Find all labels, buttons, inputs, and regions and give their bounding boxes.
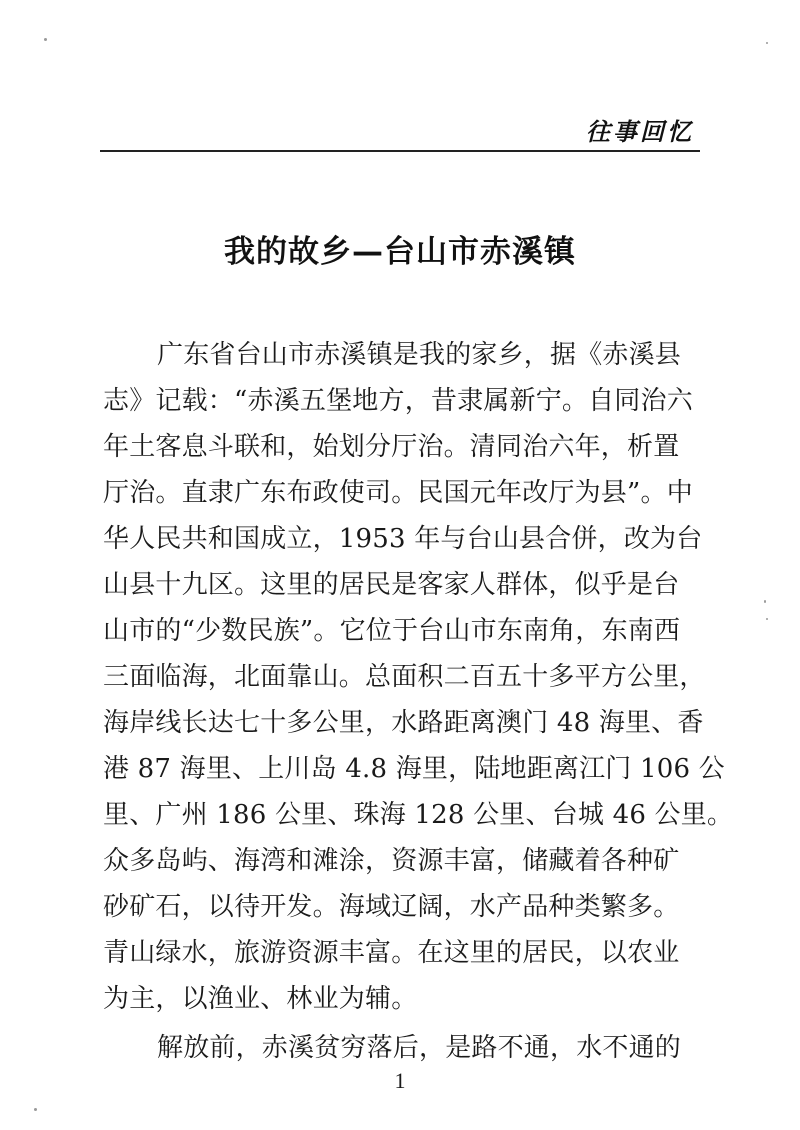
body-line: 年土客息斗联和，始划分厅治。清同治六年，析置 — [103, 432, 680, 462]
body-line: 解放前，赤溪贫穷落后，是路不通，水不通的 — [157, 1033, 682, 1063]
scan-speck — [766, 618, 768, 620]
section-title: 往事回忆 — [586, 117, 694, 146]
scan-speck — [766, 42, 768, 44]
scan-speck — [34, 1108, 37, 1111]
article-body — [103, 332, 734, 1071]
body-line: 港 87 海里、上川岛 4.8 海里，陆地距离江门 106 公 — [103, 754, 725, 784]
body-line: 众多岛屿、海湾和滩涂，资源丰富，储藏着各种矿 — [103, 846, 680, 876]
body-line: 青山绿水，旅游资源丰富。在这里的居民，以农业 — [103, 938, 680, 968]
article-title: 我的故乡—台山市赤溪镇 — [224, 234, 576, 270]
body-line: 山市的“少数民族”。它位于台山市东南角，东南西 — [103, 616, 681, 646]
body-line: 海岸线长达七十多公里，水路距离澳门 48 海里、香 — [103, 708, 704, 738]
body-line: 华人民共和国成立，1953 年与台山县合併，改为台 — [103, 524, 703, 554]
body-line: 广东省台山市赤溪镇是我的家乡，据《赤溪县 — [157, 340, 682, 370]
body-line: 山县十九区。这里的居民是客家人群体，似乎是台 — [103, 570, 680, 600]
page-number: 1 — [394, 1068, 406, 1093]
scan-speck — [44, 38, 47, 41]
body-line: 厅治。直隶广东布政使司。民国元年改厅为县”。中 — [103, 478, 693, 508]
body-line: 砂矿石，以待开发。海域辽阔，水产品种类繁多。 — [103, 892, 680, 922]
body-line: 里、广州 186 公里、珠海 128 公里、台城 46 公里。 — [103, 800, 734, 830]
body-line: 三面临海，北面靠山。总面积二百五十多平方公里， — [103, 662, 706, 692]
scan-speck — [764, 600, 766, 603]
body-line: 为主，以渔业、林业为辅。 — [103, 984, 418, 1014]
body-line: 志》记载：“赤溪五堡地方，昔隶属新宁。自同治六 — [103, 386, 693, 416]
running-header — [100, 110, 700, 152]
